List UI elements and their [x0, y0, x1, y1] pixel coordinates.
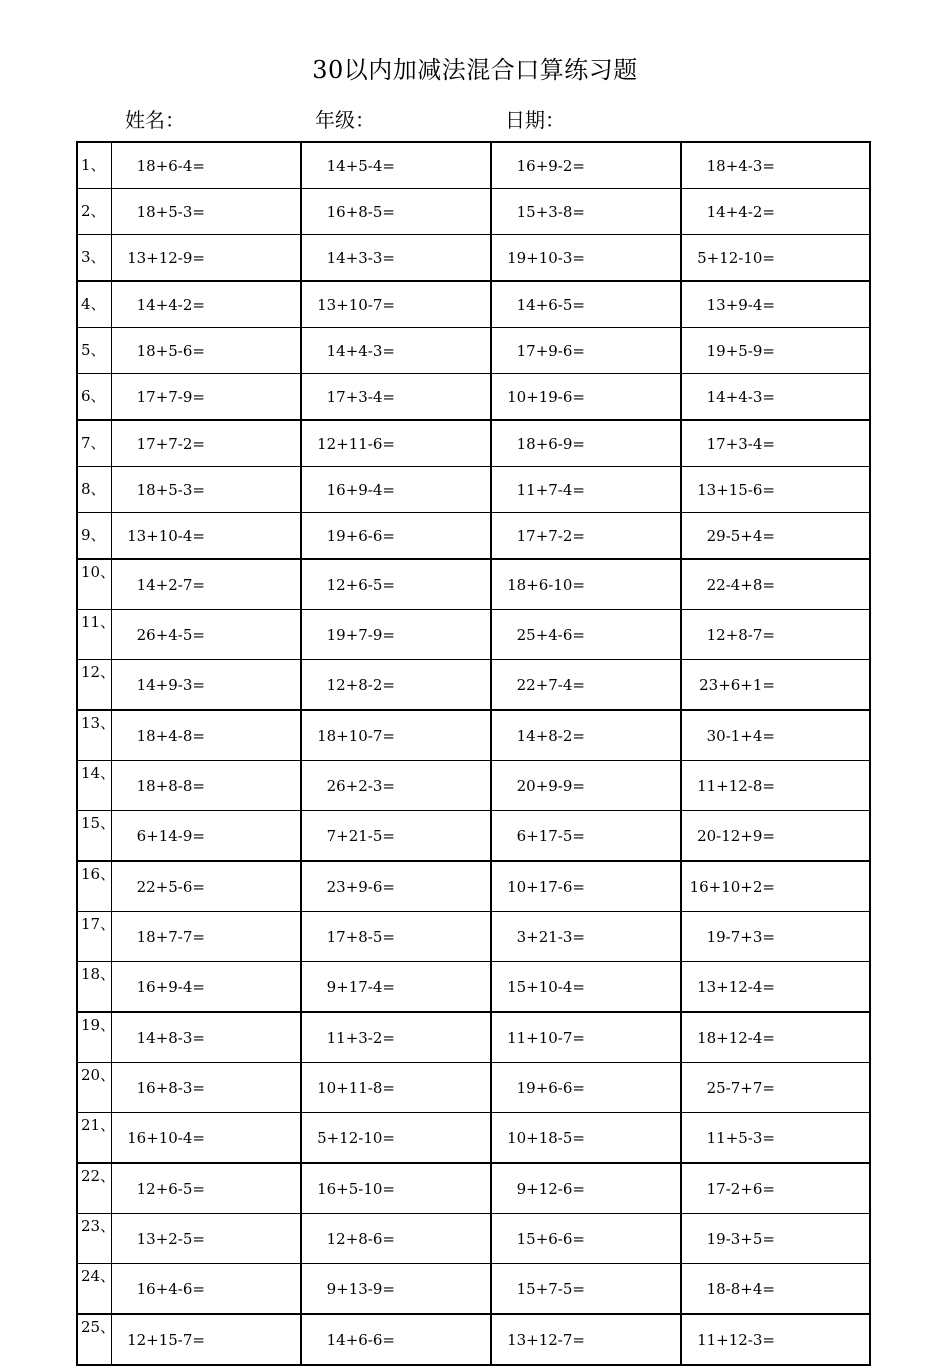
answer-cell[interactable] [586, 1214, 681, 1264]
answer-cell[interactable] [206, 328, 301, 374]
answer-cell[interactable] [396, 1113, 491, 1164]
problem-expression: 18+5-3= [111, 189, 206, 235]
problem-expression: 11+5-3= [681, 1113, 776, 1164]
answer-cell[interactable] [586, 660, 681, 711]
answer-cell[interactable] [396, 610, 491, 660]
problem-number: 20、 [77, 1063, 111, 1113]
answer-cell[interactable] [586, 420, 681, 467]
problem-expression: 10+18-5= [491, 1113, 586, 1164]
answer-cell[interactable] [206, 1214, 301, 1264]
answer-cell[interactable] [776, 811, 870, 862]
problem-expression: 18+8-8= [111, 761, 206, 811]
problem-expression: 14+4-2= [111, 281, 206, 328]
problem-expression: 12+6-5= [111, 1163, 206, 1214]
answer-cell[interactable] [586, 328, 681, 374]
table-row [77, 513, 870, 560]
answer-cell[interactable] [586, 1163, 681, 1214]
table-row [77, 328, 870, 374]
problem-expression: 10+11-8= [301, 1063, 396, 1113]
answer-cell[interactable] [396, 660, 491, 711]
table-row [77, 142, 870, 189]
table-row [77, 861, 870, 912]
answer-cell[interactable] [206, 1063, 301, 1113]
answer-cell[interactable] [206, 610, 301, 660]
answer-cell[interactable] [776, 281, 870, 328]
problem-number: 14、 [77, 761, 111, 811]
answer-cell[interactable] [396, 420, 491, 467]
problem-expression: 10+19-6= [491, 374, 586, 421]
problem-number: 4、 [77, 281, 111, 328]
table-row [77, 1063, 870, 1113]
problem-expression: 18+7-7= [111, 912, 206, 962]
problem-expression: 15+3-8= [491, 189, 586, 235]
problem-number: 23、 [77, 1214, 111, 1264]
problem-expression: 19-3+5= [681, 1214, 776, 1264]
answer-cell[interactable] [776, 467, 870, 513]
date-label: 日期： [505, 108, 565, 132]
problem-expression: 19+6-6= [301, 513, 396, 560]
problem-expression: 17+7-2= [491, 513, 586, 560]
problem-expression: 16+10+2= [681, 861, 776, 912]
problem-expression: 16+8-3= [111, 1063, 206, 1113]
problem-expression: 17+8-5= [301, 912, 396, 962]
problem-expression: 16+9-2= [491, 142, 586, 189]
problem-number: 18、 [77, 962, 111, 1013]
answer-cell[interactable] [206, 374, 301, 421]
problem-expression: 12+15-7= [111, 1314, 206, 1365]
problem-number: 19、 [77, 1012, 111, 1063]
answer-cell[interactable] [586, 861, 681, 912]
answer-cell[interactable] [586, 189, 681, 235]
answer-cell[interactable] [396, 467, 491, 513]
problem-expression: 14+4-3= [681, 374, 776, 421]
answer-cell[interactable] [396, 1314, 491, 1365]
problem-expression: 18+12-4= [681, 1012, 776, 1063]
answer-cell[interactable] [396, 1063, 491, 1113]
problem-expression: 23+9-6= [301, 861, 396, 912]
problem-expression: 15+10-4= [491, 962, 586, 1013]
answer-cell[interactable] [586, 1264, 681, 1315]
table-row [77, 374, 870, 421]
table-row [77, 1012, 870, 1063]
grade-label: 年级： [315, 108, 375, 132]
problem-expression: 20-12+9= [681, 811, 776, 862]
answer-cell[interactable] [776, 1314, 870, 1365]
answer-cell[interactable] [206, 1113, 301, 1164]
problem-expression: 23+6+1= [681, 660, 776, 711]
answer-cell[interactable] [776, 660, 870, 711]
problem-expression: 19+10-3= [491, 235, 586, 282]
table-row [77, 912, 870, 962]
problem-expression: 13+10-4= [111, 513, 206, 560]
problem-number: 25、 [77, 1314, 111, 1365]
answer-cell[interactable] [206, 467, 301, 513]
problem-expression: 16+9-4= [301, 467, 396, 513]
answer-cell[interactable] [206, 281, 301, 328]
answer-cell[interactable] [206, 189, 301, 235]
answer-cell[interactable] [206, 142, 301, 189]
answer-cell[interactable] [206, 235, 301, 282]
name-label: 姓名： [125, 108, 185, 132]
problem-number: 16、 [77, 861, 111, 912]
answer-cell[interactable] [396, 328, 491, 374]
worksheet-table [76, 141, 871, 1366]
answer-cell[interactable] [396, 1214, 491, 1264]
answer-cell[interactable] [206, 761, 301, 811]
table-row [77, 1163, 870, 1214]
problem-expression: 12+8-2= [301, 660, 396, 711]
problem-expression: 18-8+4= [681, 1264, 776, 1315]
answer-cell[interactable] [396, 1012, 491, 1063]
table-row [77, 467, 870, 513]
answer-cell[interactable] [586, 1314, 681, 1365]
answer-cell[interactable] [396, 861, 491, 912]
problem-expression: 16+8-5= [301, 189, 396, 235]
answer-cell[interactable] [586, 559, 681, 610]
problem-number: 15、 [77, 811, 111, 862]
answer-cell[interactable] [396, 235, 491, 282]
problem-expression: 18+10-7= [301, 710, 396, 761]
table-row [77, 610, 870, 660]
problem-expression: 18+5-3= [111, 467, 206, 513]
problem-number: 3、 [77, 235, 111, 282]
problem-expression: 20+9-9= [491, 761, 586, 811]
problem-expression: 14+4-2= [681, 189, 776, 235]
problem-expression: 29-5+4= [681, 513, 776, 560]
problem-number: 11、 [77, 610, 111, 660]
problem-expression: 13+2-5= [111, 1214, 206, 1264]
problem-expression: 14+9-3= [111, 660, 206, 711]
answer-cell[interactable] [206, 1264, 301, 1315]
problem-expression: 14+8-2= [491, 710, 586, 761]
answer-cell[interactable] [396, 912, 491, 962]
answer-cell[interactable] [776, 1163, 870, 1214]
problem-number: 2、 [77, 189, 111, 235]
answer-cell[interactable] [396, 1163, 491, 1214]
problem-expression: 16+10-4= [111, 1113, 206, 1164]
answer-cell[interactable] [396, 962, 491, 1013]
answer-cell[interactable] [586, 912, 681, 962]
problem-number: 9、 [77, 513, 111, 560]
problem-expression: 12+8-6= [301, 1214, 396, 1264]
answer-cell[interactable] [776, 559, 870, 610]
answer-cell[interactable] [776, 912, 870, 962]
problem-expression: 22+5-6= [111, 861, 206, 912]
answer-cell[interactable] [586, 281, 681, 328]
page-title: 30以内加减法混合口算练习题 [312, 56, 638, 84]
problem-expression: 5+12-10= [681, 235, 776, 282]
answer-cell[interactable] [396, 374, 491, 421]
problem-number: 10、 [77, 559, 111, 610]
problem-expression: 11+3-2= [301, 1012, 396, 1063]
problem-expression: 19-7+3= [681, 912, 776, 962]
answer-cell[interactable] [586, 374, 681, 421]
problem-expression: 16+4-6= [111, 1264, 206, 1315]
problem-expression: 13+12-9= [111, 235, 206, 282]
problem-expression: 12+8-7= [681, 610, 776, 660]
problem-expression: 15+7-5= [491, 1264, 586, 1315]
table-row [77, 1314, 870, 1365]
answer-cell[interactable] [586, 467, 681, 513]
answer-cell[interactable] [776, 710, 870, 761]
answer-cell[interactable] [776, 1012, 870, 1063]
problem-number: 12、 [77, 660, 111, 711]
problem-expression: 17+9-6= [491, 328, 586, 374]
problem-number: 1、 [77, 142, 111, 189]
answer-cell[interactable] [206, 811, 301, 862]
problem-number: 8、 [77, 467, 111, 513]
problem-expression: 18+4-8= [111, 710, 206, 761]
answer-cell[interactable] [396, 559, 491, 610]
answer-cell[interactable] [396, 281, 491, 328]
answer-cell[interactable] [586, 610, 681, 660]
problem-number: 17、 [77, 912, 111, 962]
table-row [77, 761, 870, 811]
problem-number: 21、 [77, 1113, 111, 1164]
problem-expression: 9+13-9= [301, 1264, 396, 1315]
answer-cell[interactable] [776, 374, 870, 421]
problem-number: 13、 [77, 710, 111, 761]
answer-cell[interactable] [776, 1063, 870, 1113]
problem-expression: 11+7-4= [491, 467, 586, 513]
problem-expression: 14+6-5= [491, 281, 586, 328]
problem-expression: 13+15-6= [681, 467, 776, 513]
answer-cell[interactable] [206, 861, 301, 912]
problem-expression: 11+10-7= [491, 1012, 586, 1063]
problem-expression: 15+6-6= [491, 1214, 586, 1264]
answer-cell[interactable] [776, 1214, 870, 1264]
answer-cell[interactable] [206, 912, 301, 962]
problem-expression: 6+17-5= [491, 811, 586, 862]
table-row [77, 811, 870, 862]
answer-cell[interactable] [396, 142, 491, 189]
answer-cell[interactable] [396, 1264, 491, 1315]
problem-expression: 13+10-7= [301, 281, 396, 328]
problem-expression: 26+2-3= [301, 761, 396, 811]
table-row [77, 420, 870, 467]
problem-expression: 17+3-4= [681, 420, 776, 467]
problem-expression: 16+5-10= [301, 1163, 396, 1214]
table-row [77, 235, 870, 282]
problem-expression: 14+2-7= [111, 559, 206, 610]
answer-cell[interactable] [776, 235, 870, 282]
problem-expression: 25+4-6= [491, 610, 586, 660]
answer-cell[interactable] [776, 962, 870, 1013]
problem-expression: 18+4-3= [681, 142, 776, 189]
problem-number: 6、 [77, 374, 111, 421]
answer-cell[interactable] [206, 513, 301, 560]
answer-cell[interactable] [776, 861, 870, 912]
problem-expression: 17+7-2= [111, 420, 206, 467]
problem-expression: 19+6-6= [491, 1063, 586, 1113]
answer-cell[interactable] [586, 761, 681, 811]
answer-cell[interactable] [586, 142, 681, 189]
answer-cell[interactable] [206, 1314, 301, 1365]
problem-expression: 11+12-8= [681, 761, 776, 811]
table-row [77, 1264, 870, 1315]
problem-expression: 14+3-3= [301, 235, 396, 282]
answer-cell[interactable] [776, 142, 870, 189]
answer-cell[interactable] [396, 761, 491, 811]
table-row [77, 559, 870, 610]
problem-expression: 14+5-4= [301, 142, 396, 189]
table-row [77, 1113, 870, 1164]
problem-expression: 5+12-10= [301, 1113, 396, 1164]
problem-expression: 22+7-4= [491, 660, 586, 711]
answer-cell[interactable] [396, 513, 491, 560]
answer-cell[interactable] [206, 559, 301, 610]
answer-cell[interactable] [586, 811, 681, 862]
answer-cell[interactable] [776, 761, 870, 811]
problem-expression: 9+12-6= [491, 1163, 586, 1214]
answer-cell[interactable] [206, 1012, 301, 1063]
problem-expression: 18+6-4= [111, 142, 206, 189]
problem-expression: 17+3-4= [301, 374, 396, 421]
problem-expression: 12+11-6= [301, 420, 396, 467]
problem-expression: 30-1+4= [681, 710, 776, 761]
problem-expression: 3+21-3= [491, 912, 586, 962]
table-row [77, 962, 870, 1013]
answer-cell[interactable] [586, 962, 681, 1013]
problem-expression: 25-7+7= [681, 1063, 776, 1113]
problem-expression: 17+7-9= [111, 374, 206, 421]
table-row [77, 1214, 870, 1264]
answer-cell[interactable] [586, 710, 681, 761]
table-row [77, 281, 870, 328]
problem-expression: 18+6-10= [491, 559, 586, 610]
answer-cell[interactable] [396, 710, 491, 761]
answer-cell[interactable] [206, 660, 301, 711]
answer-cell[interactable] [586, 1113, 681, 1164]
problem-expression: 11+12-3= [681, 1314, 776, 1365]
answer-cell[interactable] [586, 1012, 681, 1063]
problem-number: 5、 [77, 328, 111, 374]
problem-expression: 26+4-5= [111, 610, 206, 660]
problem-expression: 14+4-3= [301, 328, 396, 374]
answer-cell[interactable] [776, 1264, 870, 1315]
answer-cell[interactable] [776, 328, 870, 374]
answer-cell[interactable] [396, 189, 491, 235]
problem-expression: 13+9-4= [681, 281, 776, 328]
problem-expression: 13+12-4= [681, 962, 776, 1013]
answer-cell[interactable] [586, 1063, 681, 1113]
answer-cell[interactable] [396, 811, 491, 862]
answer-cell[interactable] [586, 513, 681, 560]
problem-expression: 6+14-9= [111, 811, 206, 862]
answer-cell[interactable] [206, 962, 301, 1013]
problem-expression: 13+12-7= [491, 1314, 586, 1365]
answer-cell[interactable] [776, 420, 870, 467]
answer-cell[interactable] [776, 189, 870, 235]
problem-expression: 12+6-5= [301, 559, 396, 610]
table-row [77, 660, 870, 711]
problem-number: 24、 [77, 1264, 111, 1315]
problem-expression: 22-4+8= [681, 559, 776, 610]
answer-cell[interactable] [586, 235, 681, 282]
table-row [77, 710, 870, 761]
problem-expression: 19+7-9= [301, 610, 396, 660]
answer-cell[interactable] [206, 1163, 301, 1214]
problem-expression: 14+6-6= [301, 1314, 396, 1365]
answer-cell[interactable] [776, 1113, 870, 1164]
answer-cell[interactable] [206, 420, 301, 467]
answer-cell[interactable] [206, 710, 301, 761]
problem-number: 7、 [77, 420, 111, 467]
problem-number: 22、 [77, 1163, 111, 1214]
problem-expression: 17-2+6= [681, 1163, 776, 1214]
problem-expression: 19+5-9= [681, 328, 776, 374]
answer-cell[interactable] [776, 610, 870, 660]
problem-expression: 16+9-4= [111, 962, 206, 1013]
problem-expression: 14+8-3= [111, 1012, 206, 1063]
table-row [77, 189, 870, 235]
problem-expression: 7+21-5= [301, 811, 396, 862]
problem-expression: 18+5-6= [111, 328, 206, 374]
problem-expression: 10+17-6= [491, 861, 586, 912]
problem-expression: 18+6-9= [491, 420, 586, 467]
answer-cell[interactable] [776, 513, 870, 560]
problem-expression: 9+17-4= [301, 962, 396, 1013]
